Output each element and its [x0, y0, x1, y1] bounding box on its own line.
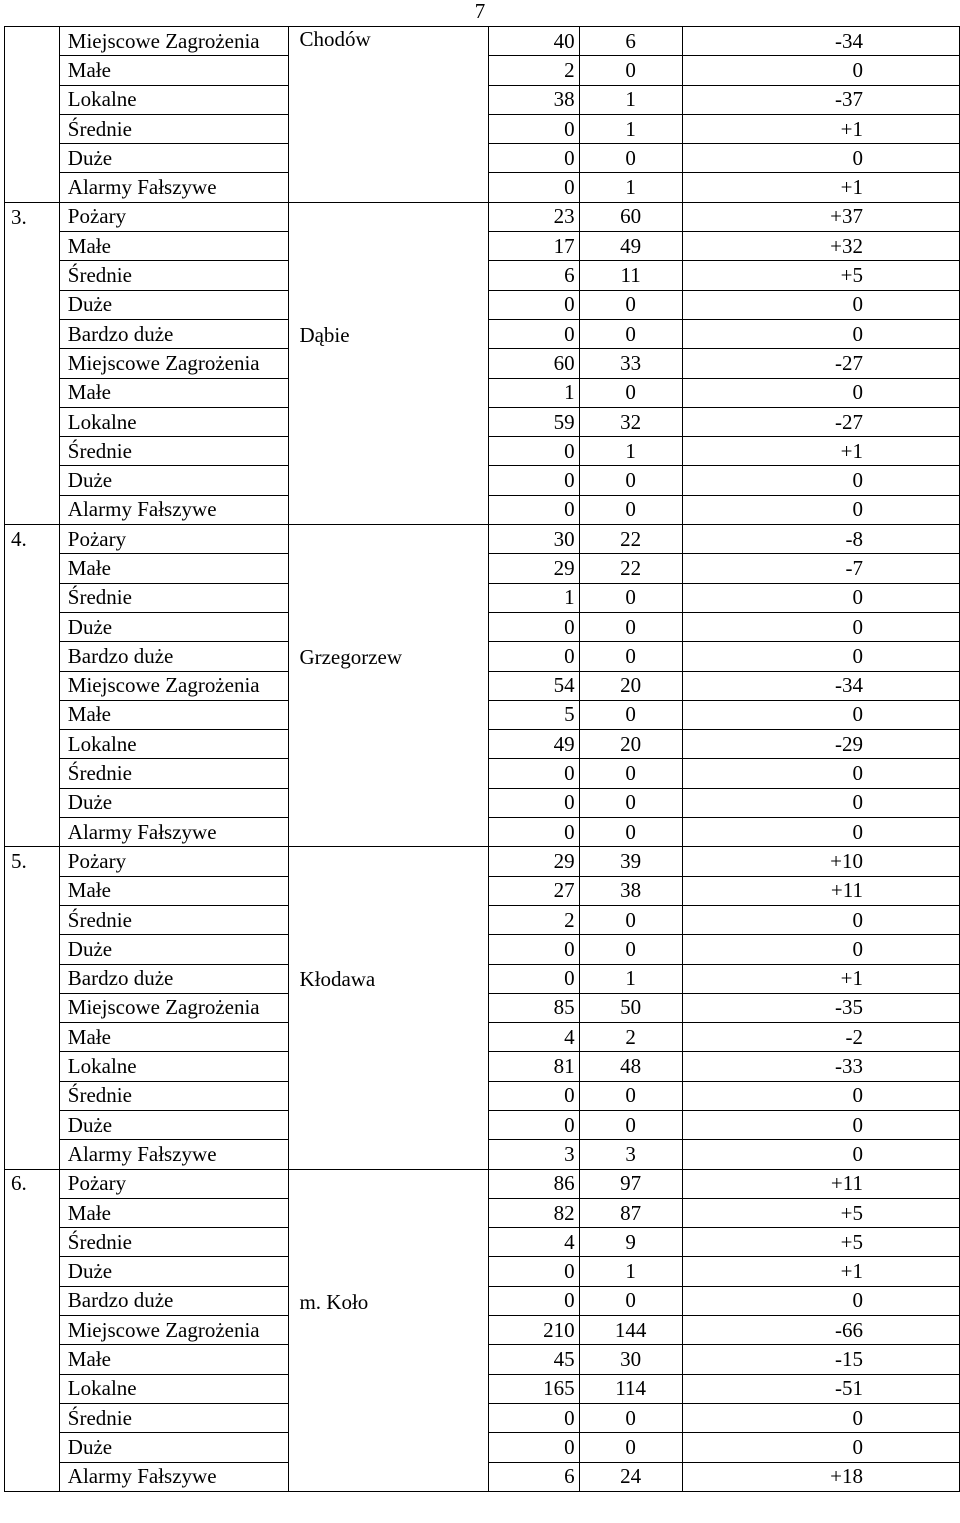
group-number-cell	[5, 583, 60, 612]
value-difference: +11	[682, 876, 959, 905]
value-previous-year: 0	[488, 437, 579, 466]
value-difference: -7	[682, 554, 959, 583]
category-cell: Małe	[59, 1023, 289, 1052]
value-current-year: 114	[579, 1374, 682, 1403]
value-previous-year: 4	[488, 1228, 579, 1257]
category-cell: Alarmy Fałszywe	[59, 1462, 289, 1491]
category-cell: Małe	[59, 378, 289, 407]
value-current-year: 0	[579, 788, 682, 817]
group-number-cell	[5, 730, 60, 759]
group-number-cell: 3.	[5, 202, 60, 231]
category-cell: Lokalne	[59, 407, 289, 436]
value-previous-year: 0	[488, 788, 579, 817]
value-previous-year: 85	[488, 993, 579, 1022]
value-current-year: 0	[579, 935, 682, 964]
group-number-cell	[5, 1433, 60, 1462]
value-difference: -27	[682, 349, 959, 378]
value-previous-year: 0	[488, 144, 579, 173]
group-number-cell	[5, 818, 60, 847]
value-current-year: 0	[579, 1110, 682, 1139]
value-current-year: 0	[579, 818, 682, 847]
value-current-year: 48	[579, 1052, 682, 1081]
category-cell: Duże	[59, 1110, 289, 1139]
value-previous-year: 6	[488, 1462, 579, 1491]
value-current-year: 0	[579, 612, 682, 641]
unit-name-cell	[289, 1169, 488, 1491]
value-current-year: 0	[579, 905, 682, 934]
value-difference: +5	[682, 1228, 959, 1257]
value-previous-year: 1	[488, 378, 579, 407]
unit-name: Grzegorzew	[299, 645, 403, 670]
value-previous-year: 60	[488, 349, 579, 378]
value-previous-year: 0	[488, 1403, 579, 1432]
category-cell: Duże	[59, 935, 289, 964]
value-previous-year: 0	[488, 319, 579, 348]
group-number-cell	[5, 1228, 60, 1257]
group-number-cell	[5, 407, 60, 436]
category-cell: Miejscowe Zagrożenia	[59, 671, 289, 700]
value-current-year: 0	[579, 378, 682, 407]
value-previous-year: 30	[488, 525, 579, 554]
value-current-year: 1	[579, 964, 682, 993]
category-cell: Bardzo duże	[59, 1286, 289, 1315]
value-difference: -66	[682, 1316, 959, 1345]
value-difference: +5	[682, 1198, 959, 1227]
value-previous-year: 0	[488, 495, 579, 524]
category-cell: Małe	[59, 1345, 289, 1374]
value-current-year: 97	[579, 1169, 682, 1198]
category-cell: Duże	[59, 788, 289, 817]
value-current-year: 33	[579, 349, 682, 378]
group-number-cell	[5, 1286, 60, 1315]
category-cell: Lokalne	[59, 85, 289, 114]
category-cell: Duże	[59, 1257, 289, 1286]
value-difference: 0	[682, 612, 959, 641]
value-current-year: 60	[579, 202, 682, 231]
group-number-cell	[5, 1403, 60, 1432]
value-current-year: 30	[579, 1345, 682, 1374]
category-cell: Bardzo duże	[59, 964, 289, 993]
value-previous-year: 2	[488, 56, 579, 85]
value-difference: 0	[682, 1081, 959, 1110]
unit-name-cell	[289, 847, 488, 1169]
group-number-cell	[5, 905, 60, 934]
value-current-year: 24	[579, 1462, 682, 1491]
value-current-year: 3	[579, 1140, 682, 1169]
value-current-year: 144	[579, 1316, 682, 1345]
table-row	[5, 202, 960, 231]
group-number-cell	[5, 1110, 60, 1139]
value-current-year: 0	[579, 319, 682, 348]
value-current-year: 1	[579, 85, 682, 114]
unit-name-cell	[289, 525, 488, 847]
group-number-cell	[5, 85, 60, 114]
group-number-cell	[5, 378, 60, 407]
group-number-cell	[5, 935, 60, 964]
category-cell: Alarmy Fałszywe	[59, 1140, 289, 1169]
unit-name: Kłodawa	[299, 967, 376, 992]
value-current-year: 0	[579, 495, 682, 524]
group-number-cell	[5, 261, 60, 290]
table-body	[5, 27, 960, 1492]
value-current-year: 11	[579, 261, 682, 290]
value-difference: -33	[682, 1052, 959, 1081]
value-previous-year: 210	[488, 1316, 579, 1345]
group-number-cell	[5, 495, 60, 524]
value-difference: -34	[682, 27, 959, 56]
unit-name-cell	[289, 27, 488, 203]
value-previous-year: 0	[488, 1110, 579, 1139]
value-current-year: 1	[579, 437, 682, 466]
group-number-cell	[5, 114, 60, 143]
value-previous-year: 1	[488, 583, 579, 612]
unit-name: Chodów	[299, 27, 371, 51]
value-previous-year: 23	[488, 202, 579, 231]
group-number-cell	[5, 1198, 60, 1227]
value-previous-year: 81	[488, 1052, 579, 1081]
value-difference: 0	[682, 56, 959, 85]
value-previous-year: 0	[488, 759, 579, 788]
value-difference: +5	[682, 261, 959, 290]
group-number-cell	[5, 1140, 60, 1169]
group-number-cell	[5, 437, 60, 466]
value-previous-year: 54	[488, 671, 579, 700]
category-cell: Małe	[59, 1198, 289, 1227]
group-number-cell	[5, 642, 60, 671]
category-cell: Bardzo duże	[59, 642, 289, 671]
value-previous-year: 0	[488, 114, 579, 143]
category-cell: Alarmy Fałszywe	[59, 818, 289, 847]
value-difference: 0	[682, 144, 959, 173]
value-previous-year: 0	[488, 1257, 579, 1286]
value-difference: +18	[682, 1462, 959, 1491]
value-difference: 0	[682, 466, 959, 495]
value-current-year: 87	[579, 1198, 682, 1227]
category-cell: Pożary	[59, 847, 289, 876]
value-current-year: 0	[579, 759, 682, 788]
table-row	[5, 27, 960, 56]
group-number-cell	[5, 759, 60, 788]
value-difference: 0	[682, 378, 959, 407]
value-difference: -37	[682, 85, 959, 114]
category-cell: Bardzo duże	[59, 319, 289, 348]
value-current-year: 0	[579, 1433, 682, 1462]
value-previous-year: 6	[488, 261, 579, 290]
category-cell: Duże	[59, 1433, 289, 1462]
group-number-cell	[5, 56, 60, 85]
value-previous-year: 0	[488, 290, 579, 319]
category-cell: Małe	[59, 56, 289, 85]
value-difference: 0	[682, 818, 959, 847]
value-previous-year: 45	[488, 1345, 579, 1374]
category-cell: Małe	[59, 876, 289, 905]
group-number-cell	[5, 1052, 60, 1081]
category-cell: Miejscowe Zagrożenia	[59, 993, 289, 1022]
value-difference: -2	[682, 1023, 959, 1052]
category-cell: Lokalne	[59, 1374, 289, 1403]
value-difference: +1	[682, 437, 959, 466]
value-previous-year: 49	[488, 730, 579, 759]
value-previous-year: 165	[488, 1374, 579, 1403]
category-cell: Miejscowe Zagrożenia	[59, 1316, 289, 1345]
group-number-cell	[5, 993, 60, 1022]
value-previous-year: 0	[488, 935, 579, 964]
value-current-year: 22	[579, 525, 682, 554]
value-difference: -29	[682, 730, 959, 759]
value-difference: -34	[682, 671, 959, 700]
value-current-year: 1	[579, 1257, 682, 1286]
value-difference: +1	[682, 114, 959, 143]
value-difference: 0	[682, 1286, 959, 1315]
group-number-cell	[5, 1316, 60, 1345]
group-number-cell	[5, 1081, 60, 1110]
category-cell: Pożary	[59, 1169, 289, 1198]
value-previous-year: 86	[488, 1169, 579, 1198]
value-current-year: 0	[579, 1286, 682, 1315]
category-cell: Duże	[59, 466, 289, 495]
group-number-cell	[5, 554, 60, 583]
value-difference: 0	[682, 319, 959, 348]
table-row	[5, 847, 960, 876]
value-previous-year: 29	[488, 847, 579, 876]
value-current-year: 2	[579, 1023, 682, 1052]
value-current-year: 39	[579, 847, 682, 876]
unit-name-cell	[289, 202, 488, 524]
value-previous-year: 0	[488, 173, 579, 202]
value-current-year: 0	[579, 290, 682, 319]
category-cell: Małe	[59, 232, 289, 261]
category-cell: Lokalne	[59, 730, 289, 759]
value-previous-year: 0	[488, 642, 579, 671]
value-difference: 0	[682, 759, 959, 788]
group-number-cell	[5, 144, 60, 173]
category-cell: Średnie	[59, 114, 289, 143]
value-difference: 0	[682, 905, 959, 934]
table-row	[5, 1169, 960, 1198]
group-number-cell	[5, 27, 60, 56]
category-cell: Średnie	[59, 759, 289, 788]
value-previous-year: 0	[488, 1286, 579, 1315]
value-previous-year: 0	[488, 612, 579, 641]
value-previous-year: 27	[488, 876, 579, 905]
group-number-cell	[5, 232, 60, 261]
value-previous-year: 0	[488, 818, 579, 847]
value-current-year: 1	[579, 173, 682, 202]
value-difference: 0	[682, 642, 959, 671]
group-number-cell	[5, 1345, 60, 1374]
value-difference: +11	[682, 1169, 959, 1198]
value-difference: 0	[682, 700, 959, 729]
value-current-year: 38	[579, 876, 682, 905]
category-cell: Miejscowe Zagrożenia	[59, 349, 289, 378]
page-number: 7	[474, 0, 486, 23]
group-number-cell	[5, 700, 60, 729]
group-number-cell	[5, 173, 60, 202]
unit-name: m. Koło	[299, 1289, 369, 1314]
value-difference: +1	[682, 173, 959, 202]
value-previous-year: 5	[488, 700, 579, 729]
value-difference: 0	[682, 935, 959, 964]
value-previous-year: 4	[488, 1023, 579, 1052]
value-current-year: 0	[579, 466, 682, 495]
value-difference: 0	[682, 1140, 959, 1169]
value-difference: +10	[682, 847, 959, 876]
value-current-year: 0	[579, 1403, 682, 1432]
value-previous-year: 2	[488, 905, 579, 934]
value-difference: -15	[682, 1345, 959, 1374]
value-current-year: 20	[579, 730, 682, 759]
value-difference: +1	[682, 964, 959, 993]
value-current-year: 0	[579, 56, 682, 85]
value-difference: 0	[682, 290, 959, 319]
group-number-cell	[5, 319, 60, 348]
value-difference: -35	[682, 993, 959, 1022]
group-number-cell: 6.	[5, 1169, 60, 1198]
value-previous-year: 0	[488, 964, 579, 993]
group-number-cell	[5, 788, 60, 817]
group-number-cell	[5, 671, 60, 700]
category-cell: Duże	[59, 144, 289, 173]
value-difference: 0	[682, 495, 959, 524]
group-number-cell: 4.	[5, 525, 60, 554]
group-number-cell	[5, 1462, 60, 1491]
value-difference: 0	[682, 788, 959, 817]
table-row	[5, 525, 960, 554]
value-difference: -51	[682, 1374, 959, 1403]
category-cell: Średnie	[59, 1403, 289, 1432]
value-previous-year: 17	[488, 232, 579, 261]
value-current-year: 32	[579, 407, 682, 436]
category-cell: Średnie	[59, 905, 289, 934]
category-cell: Duże	[59, 612, 289, 641]
value-current-year: 0	[579, 583, 682, 612]
category-cell: Miejscowe Zagrożenia	[59, 27, 289, 56]
statistics-table	[4, 26, 960, 1492]
value-current-year: 0	[579, 700, 682, 729]
category-cell: Pożary	[59, 202, 289, 231]
value-current-year: 0	[579, 1081, 682, 1110]
category-cell: Duże	[59, 290, 289, 319]
value-previous-year: 82	[488, 1198, 579, 1227]
value-current-year: 20	[579, 671, 682, 700]
category-cell: Średnie	[59, 1081, 289, 1110]
value-difference: 0	[682, 1403, 959, 1432]
category-cell: Alarmy Fałszywe	[59, 173, 289, 202]
value-previous-year: 3	[488, 1140, 579, 1169]
category-cell: Średnie	[59, 437, 289, 466]
category-cell: Pożary	[59, 525, 289, 554]
unit-name: Dąbie	[299, 322, 350, 347]
value-difference: 0	[682, 1433, 959, 1462]
value-difference: -27	[682, 407, 959, 436]
category-cell: Małe	[59, 554, 289, 583]
group-number-cell	[5, 1023, 60, 1052]
value-current-year: 22	[579, 554, 682, 583]
value-current-year: 1	[579, 114, 682, 143]
value-current-year: 0	[579, 642, 682, 671]
group-number-cell	[5, 964, 60, 993]
category-cell: Średnie	[59, 261, 289, 290]
value-current-year: 50	[579, 993, 682, 1022]
group-number-cell	[5, 1257, 60, 1286]
value-previous-year: 0	[488, 466, 579, 495]
value-previous-year: 40	[488, 27, 579, 56]
value-previous-year: 59	[488, 407, 579, 436]
value-difference: +37	[682, 202, 959, 231]
value-difference: +1	[682, 1257, 959, 1286]
group-number-cell	[5, 1374, 60, 1403]
value-difference: 0	[682, 583, 959, 612]
value-difference: 0	[682, 1110, 959, 1139]
category-cell: Małe	[59, 700, 289, 729]
value-difference: +32	[682, 232, 959, 261]
group-number-cell	[5, 290, 60, 319]
value-previous-year: 0	[488, 1433, 579, 1462]
value-current-year: 0	[579, 144, 682, 173]
group-number-cell	[5, 876, 60, 905]
category-cell: Alarmy Fałszywe	[59, 495, 289, 524]
group-number-cell	[5, 612, 60, 641]
group-number-cell	[5, 349, 60, 378]
group-number-cell: 5.	[5, 847, 60, 876]
group-number-cell	[5, 466, 60, 495]
value-current-year: 6	[579, 27, 682, 56]
value-difference: -8	[682, 525, 959, 554]
value-current-year: 49	[579, 232, 682, 261]
value-previous-year: 0	[488, 1081, 579, 1110]
category-cell: Lokalne	[59, 1052, 289, 1081]
category-cell: Średnie	[59, 1228, 289, 1257]
category-cell: Średnie	[59, 583, 289, 612]
value-previous-year: 38	[488, 85, 579, 114]
value-current-year: 9	[579, 1228, 682, 1257]
value-previous-year: 29	[488, 554, 579, 583]
